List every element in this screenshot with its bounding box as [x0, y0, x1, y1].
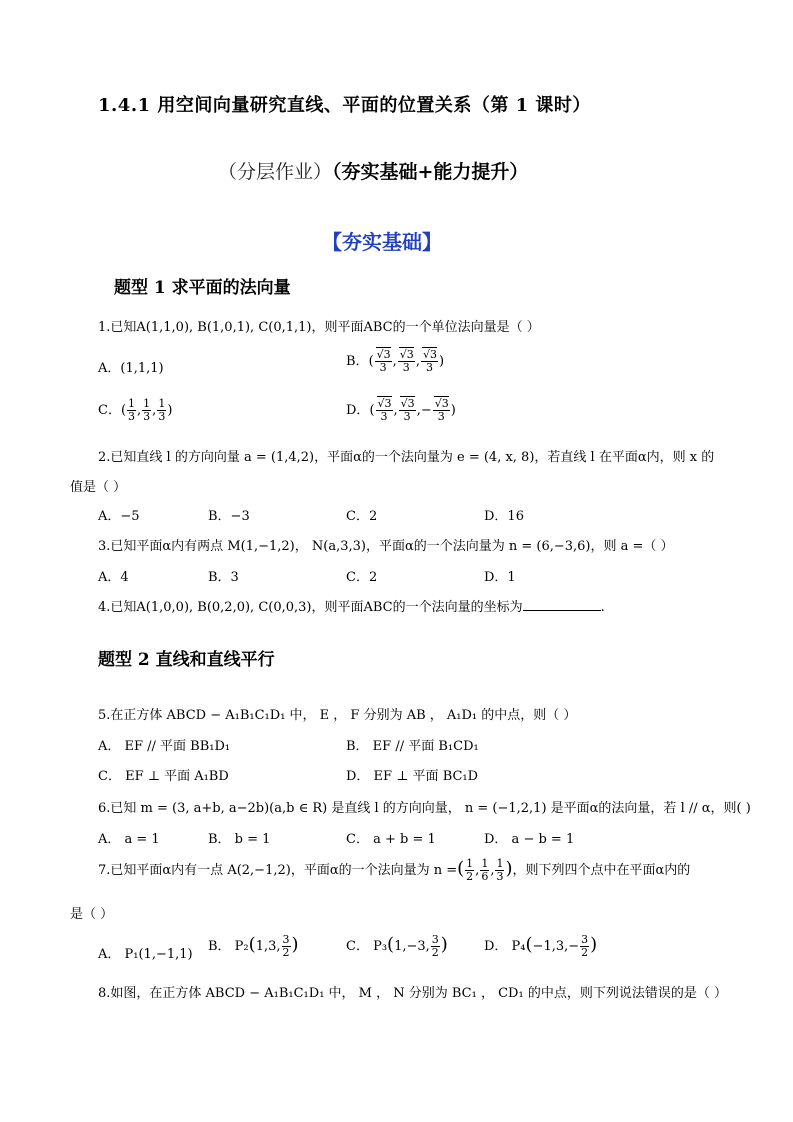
question-2-option-c: C．2 — [346, 509, 378, 524]
question-2-option-a: A．−5 — [98, 509, 140, 524]
option-c-label: C． P₃ — [346, 939, 388, 954]
question-3-option-c: C．2 — [346, 570, 378, 585]
answer-blank — [523, 598, 601, 611]
question-7-stem-start: 7.已知平面α内有一点 A(2,−1,2)，平面α的一个法向量为 n = — [98, 863, 458, 878]
option-b-label: B． — [346, 354, 369, 369]
question-6-option-c: C． a + b = 1 — [346, 832, 436, 847]
option-d-label: D． — [346, 403, 370, 418]
question-7-stem-line2: 是（ ） — [70, 907, 114, 922]
option-c-label: C． — [98, 403, 121, 418]
question-1-option-d: D．( $\frac{√3}{3}$ , $\frac{√3}{3}$ ,− $\frac{√3}{3}$ ) — [346, 397, 456, 423]
question-4-stem: 4.已知A(1,0,0), B(0,2,0), C(0,0,3)，则平面ABC的一个法向量的坐标为 — [98, 600, 523, 615]
question-2-stem-line2: 值是（ ） — [70, 480, 127, 495]
question-2-option-b: B．−3 — [208, 509, 250, 524]
question-7-option-a: A． P₁(1,−1,1) — [98, 947, 193, 962]
subtitle-layered: （分层作业） — [218, 161, 333, 183]
question-5-option-c: C． EF ⊥ 平面 A₁BD — [98, 769, 229, 784]
question-type-heading-2: 题型 2 直线和直线平行 — [98, 650, 275, 670]
question-3-option-a: A．4 — [98, 570, 129, 585]
question-7-option-c: C． P₃(1,−3, $\frac{3}{2}$ ) — [346, 933, 448, 959]
question-1-stem: 1.已知A(1,1,0), B(1,0,1), C(0,1,1)，则平面ABC的一个单位法向量是（ ） — [98, 320, 540, 335]
option-b-label: B． P₂ — [208, 939, 249, 954]
section-heading: 【夯实基础】 — [322, 230, 442, 254]
question-2-option-d: D．16 — [484, 509, 524, 524]
question-1-option-a: A．(1,1,1) — [98, 361, 164, 376]
question-5-option-d: D． EF ⊥ 平面 BC₁D — [346, 769, 479, 784]
question-6-option-b: B． b = 1 — [208, 832, 271, 847]
question-7-stem-end: ，则下列四个点中在平面α内的 — [512, 863, 691, 878]
question-4-end: . — [600, 600, 605, 615]
question-7-stem-line1: 7.已知平面α内有一点 A(2,−1,2)，平面α的一个法向量为 n =( $\frac{1}{2}$ , $\frac{1}{6}$ , $\frac{1}{3}$ )，则下列四个点中在平面α内的 — [98, 857, 691, 883]
question-type-heading-1: 题型 1 求平面的法向量 — [114, 278, 291, 298]
question-3-stem: 3.已知平面α内有两点 M(1,−1,2)， N(a,3,3)，平面α的一个法向量为 n = (6,−3,6)，则 a =（ ） — [98, 539, 674, 554]
question-7-option-b: B． P₂(1,3, $\frac{3}{2}$ ) — [208, 933, 299, 959]
question-8-stem: 8.如图，在正方体 ABCD − A₁B₁C₁D₁ 中， M ， N 分别为 BC₁ ， CD₁ 的中点，则下列说法错误的是（ ） — [98, 986, 727, 1001]
question-3-option-d: D．1 — [484, 570, 516, 585]
question-6-option-d: D． a − b = 1 — [484, 832, 575, 847]
question-1-option-b: B．( $\frac{√3}{3}$ , $\frac{√3}{3}$ , $\frac{√3}{3}$ ) — [346, 348, 445, 374]
page-subtitle — [218, 157, 528, 184]
question-4 — [98, 596, 605, 615]
question-3-option-b: B．3 — [208, 570, 239, 585]
question-6-stem: 6.已知 m = (3, a+b, a−2b)(a,b ∈ R) 是直线 l 的方向向量， n = (−1,2,1) 是平面α的法向量，若 l // α，则( ) — [98, 801, 751, 816]
question-5-option-a: A． EF // 平面 BB₁D₁ — [98, 739, 231, 754]
question-1-option-c: C．( $\frac{1}{3}$ , $\frac{1}{3}$ , $\frac{1}{3}$ ) — [98, 397, 173, 423]
option-d-label: D． P₄ — [484, 939, 526, 954]
question-2-stem-line1: 2.已知直线 l 的方向向量 a = (1,4,2)，平面α的一个法向量为 e = (4, x, 8)，若直线 l 在平面α内，则 x 的 — [98, 450, 715, 465]
page-title: 1.4.1 用空间向量研究直线、平面的位置关系（第 1 课时） — [98, 95, 591, 116]
question-5-stem: 5.在正方体 ABCD − A₁B₁C₁D₁ 中， E ， F 分别为 AB ， A₁D₁ 的中点，则（ ） — [98, 708, 577, 723]
subtitle-basic-advance: （夯实基础+能力提升） — [332, 161, 529, 183]
question-7-option-d: D． P₄(−1,3,− $\frac{3}{2}$ ) — [484, 933, 598, 959]
question-5-option-b: B． EF // 平面 B₁CD₁ — [346, 739, 479, 754]
question-6-option-a: A． a = 1 — [98, 832, 160, 847]
